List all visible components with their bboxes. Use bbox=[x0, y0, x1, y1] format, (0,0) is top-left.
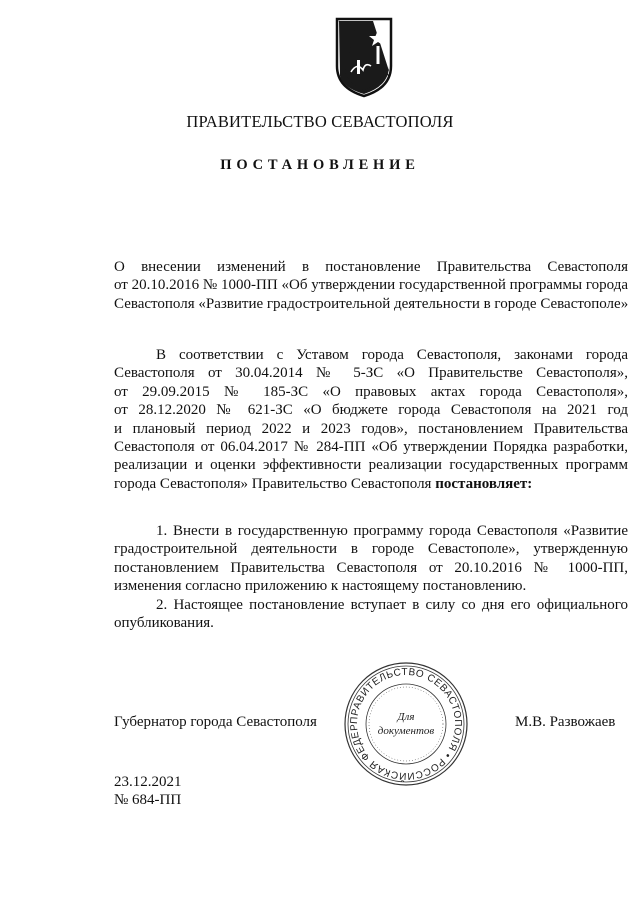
preamble-line: В соответствии с Уставом города Севастополя, законами города bbox=[156, 347, 628, 363]
preamble-paragraph bbox=[114, 346, 628, 493]
coat-of-arms-emblem bbox=[333, 16, 395, 98]
preamble-last-text: города Севастополя» Правительство Севастополя bbox=[114, 475, 432, 492]
seal-outer-text: ПРАВИТЕЛЬСТВО СЕВАСТОПОЛЯ • РОССИЙСКАЯ ФЕДЕР bbox=[348, 666, 464, 782]
resolution-item-1 bbox=[114, 522, 628, 596]
preamble-line: от 28.12.2020 № 621-ЗС «О бюджете города Севастополя на 2021 год bbox=[114, 402, 628, 419]
preamble-line: Севастополя от 30.04.2014 № 5-ЗС «О Правительстве Севастополя», bbox=[114, 365, 628, 382]
preamble-line: реализации и оценки эффективности реализации государственных программ bbox=[114, 457, 628, 474]
document-date: 23.12.2021 bbox=[114, 774, 182, 790]
official-seal-stamp bbox=[342, 660, 470, 788]
subject-line: О внесении изменений в постановление Правительства Севастополя bbox=[114, 259, 628, 275]
item-line: 2. Настоящее постановление вступает в силу со дня его официального bbox=[156, 597, 628, 613]
seal-center-line-2: документов bbox=[377, 725, 435, 737]
item-line: опубликования. bbox=[114, 615, 214, 632]
item-line: 1. Внести в государственную программу города Севастополя «Развитие bbox=[156, 523, 628, 539]
item-line: постановлением Правительства Севастополя от 20.10.2016 № 1000-ПП, bbox=[114, 559, 628, 576]
item-line: градостроительной деятельности в городе Севастополе», утвержденную bbox=[114, 541, 628, 558]
preamble-line bbox=[114, 475, 628, 493]
resolution-subject bbox=[114, 258, 628, 313]
subject-line: от 20.10.2016 № 1000-ПП «Об утверждении государственной программы города bbox=[114, 277, 628, 294]
preamble-line: от 29.09.2015 № 185-ЗС «О правовых актах города Севастополя», bbox=[114, 383, 628, 400]
preamble-line: Севастополя от 06.04.2017 № 284-ПП «Об утверждении Порядка разработки, bbox=[114, 439, 628, 456]
resolves-keyword: постановляет: bbox=[435, 475, 533, 492]
signatory-title: Губернатор города Севастополя bbox=[114, 714, 317, 730]
signatory-name: М.В. Развожаев bbox=[515, 714, 616, 730]
organization-heading: ПРАВИТЕЛЬСТВО СЕВАСТОПОЛЯ bbox=[186, 112, 454, 131]
document-number: № 684-ПП bbox=[114, 792, 182, 808]
resolution-item-2 bbox=[114, 596, 628, 633]
document-type-title: ПОСТАНОВЛЕНИЕ bbox=[220, 157, 420, 173]
preamble-line: и плановый период 2022 и 2023 годов», постановлением Правительства bbox=[114, 420, 628, 437]
seal-center-line-1: Для bbox=[397, 711, 415, 723]
subject-line: Севастополя «Развитие градостроительной деятельности в городе Севастополе» bbox=[114, 295, 629, 312]
item-line: изменения согласно приложению к настоящему постановлению. bbox=[114, 578, 527, 595]
